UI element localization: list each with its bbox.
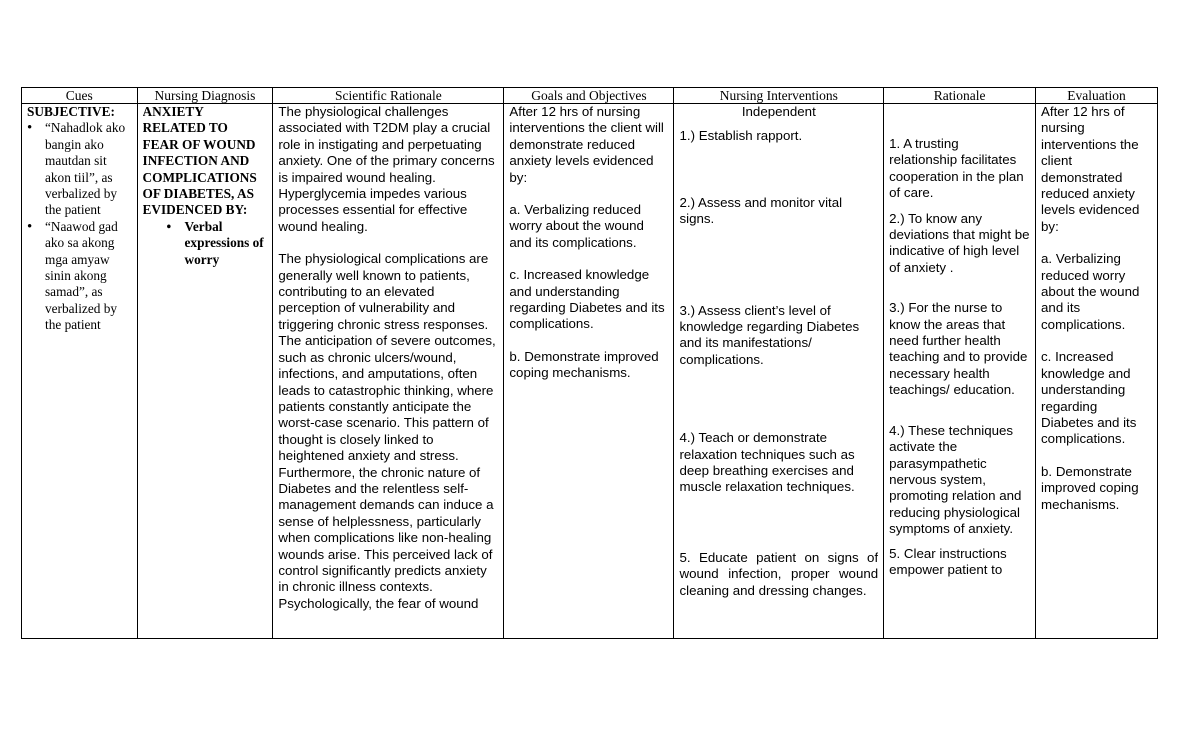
cue-item: • “Naawod gad ako sa akong mga amyaw sinin akong samad”, as verbalized by the patient	[45, 219, 132, 334]
header-row	[22, 88, 1158, 104]
intervention-item: 2.) Assess and monitor vital signs.	[679, 194, 843, 227]
goals-intro: After 12 hrs of nursing interventions the client will demonstrate reduced anxiety levels evidenced by:	[509, 104, 664, 185]
interventions-heading: Independent	[741, 104, 816, 119]
header-goals-objectives: Goals and Objectives	[504, 88, 674, 104]
header-evaluation: Evaluation	[1036, 88, 1158, 104]
cue-item: • “Nahadlok ako bangin ako mautdan sit akon tiil”, as verbalized by the patient	[45, 120, 132, 218]
evaluation-intro: After 12 hrs of nursing interventions the client demonstrated reduced anxiety levels evidenced by:	[1041, 104, 1140, 234]
rationale-item: 2.) To know any deviations that might be indicative of high level of anxiety .	[889, 210, 1030, 275]
table-row	[22, 104, 1158, 639]
cues-heading: SUBJECTIVE:	[27, 104, 115, 119]
rationale-item: 4.) These techniques activate the parasympathetic nervous system, promoting relation and reducing physiological symptoms of anxiety.	[889, 422, 1022, 537]
goal-item: c. Increased knowledge and understanding regarding Diabetes and its complications.	[509, 267, 665, 332]
cues-list	[27, 120, 132, 333]
diagnosis-evidence-item: • Verbal expressions of worry	[185, 219, 268, 268]
header-rationale: Rationale	[884, 88, 1036, 104]
goal-item: b. Demonstrate improved coping mechanisms.	[509, 348, 659, 381]
intervention-item: 3.) Assess client’s level of knowledge regarding Diabetes and its manifestations/ complications.	[679, 302, 860, 367]
intervention-item: 4.) Teach or demonstrate relaxation techniques such as deep breathing exercises and muscle relaxation techniques.	[679, 430, 855, 495]
cues-cell	[22, 104, 138, 639]
evaluation-cell	[1036, 104, 1158, 639]
intervention-item: 5. Educate patient on signs of wound infection, proper wound cleaning and dressing changes.	[679, 549, 879, 598]
rationale-cell	[884, 104, 1036, 639]
header-nursing-diagnosis: Nursing Diagnosis	[137, 88, 273, 104]
goal-item: a. Verbalizing reduced worry about the wound and its complications.	[509, 202, 644, 250]
header-cues: Cues	[22, 88, 138, 104]
diagnosis-cell	[137, 104, 273, 639]
evaluation-item: b. Demonstrate improved coping mechanisms.	[1041, 463, 1139, 512]
evaluation-item: c. Increased knowledge and understanding regarding Diabetes and its complications.	[1041, 349, 1137, 447]
header-nursing-interventions: Nursing Interventions	[674, 88, 884, 104]
rationale-item: 1. A trusting relationship facilitates cooperation in the plan of care.	[889, 136, 1024, 201]
diagnosis-evidence-list	[143, 219, 268, 268]
goals-cell	[504, 104, 674, 639]
rationale-item: 3.) For the nurse to know the areas that need further health teaching and to provide necessary health teachings/ education.	[889, 300, 1028, 398]
scientific-rationale-paragraph: The physiological complications are generally well known to patients, contributing to an elevated perception of vulnerability and triggering chronic stress responses. The anticipation of severe outcomes, such as chronic ulcers/wound, infections, and amputations, often leads to catastrophic thinking, where patients constantly anticipate the worst-case scenario. This pattern of thought is closely linked to heightened anxiety and stress. Furthermore, the chronic nature of Diabetes and the relentless self-management demands can induce a sense of helplessness, particularly when complications like non-healing wounds arise. This perceived lack of control significantly predicts anxiety in chronic illness contexts. Psychologically, the fear of wound	[278, 251, 496, 611]
nursing-care-plan-table	[21, 87, 1158, 639]
intervention-item: 1.) Establish rapport.	[679, 128, 803, 144]
scientific-rationale-paragraph: The physiological challenges associated with T2DM play a crucial role in instigating and perpetuating anxiety. One of the primary concerns is impaired wound healing. Hyperglycemia impedes various processes essential for effective wound healing.	[278, 104, 495, 234]
rationale-item: 5. Clear instructions empower patient to	[889, 545, 1007, 577]
diagnosis-statement: ANXIETY RELATED TO FEAR OF WOUND INFECTION AND COMPLICATIONS OF DIABETES, AS EVIDENCED BY:	[142, 104, 257, 218]
scientific-rationale-cell	[273, 104, 504, 639]
header-scientific-rationale: Scientific Rationale	[273, 88, 504, 104]
evaluation-item: a. Verbalizing reduced worry about the wound and its complications.	[1041, 251, 1140, 332]
interventions-cell	[674, 104, 884, 639]
